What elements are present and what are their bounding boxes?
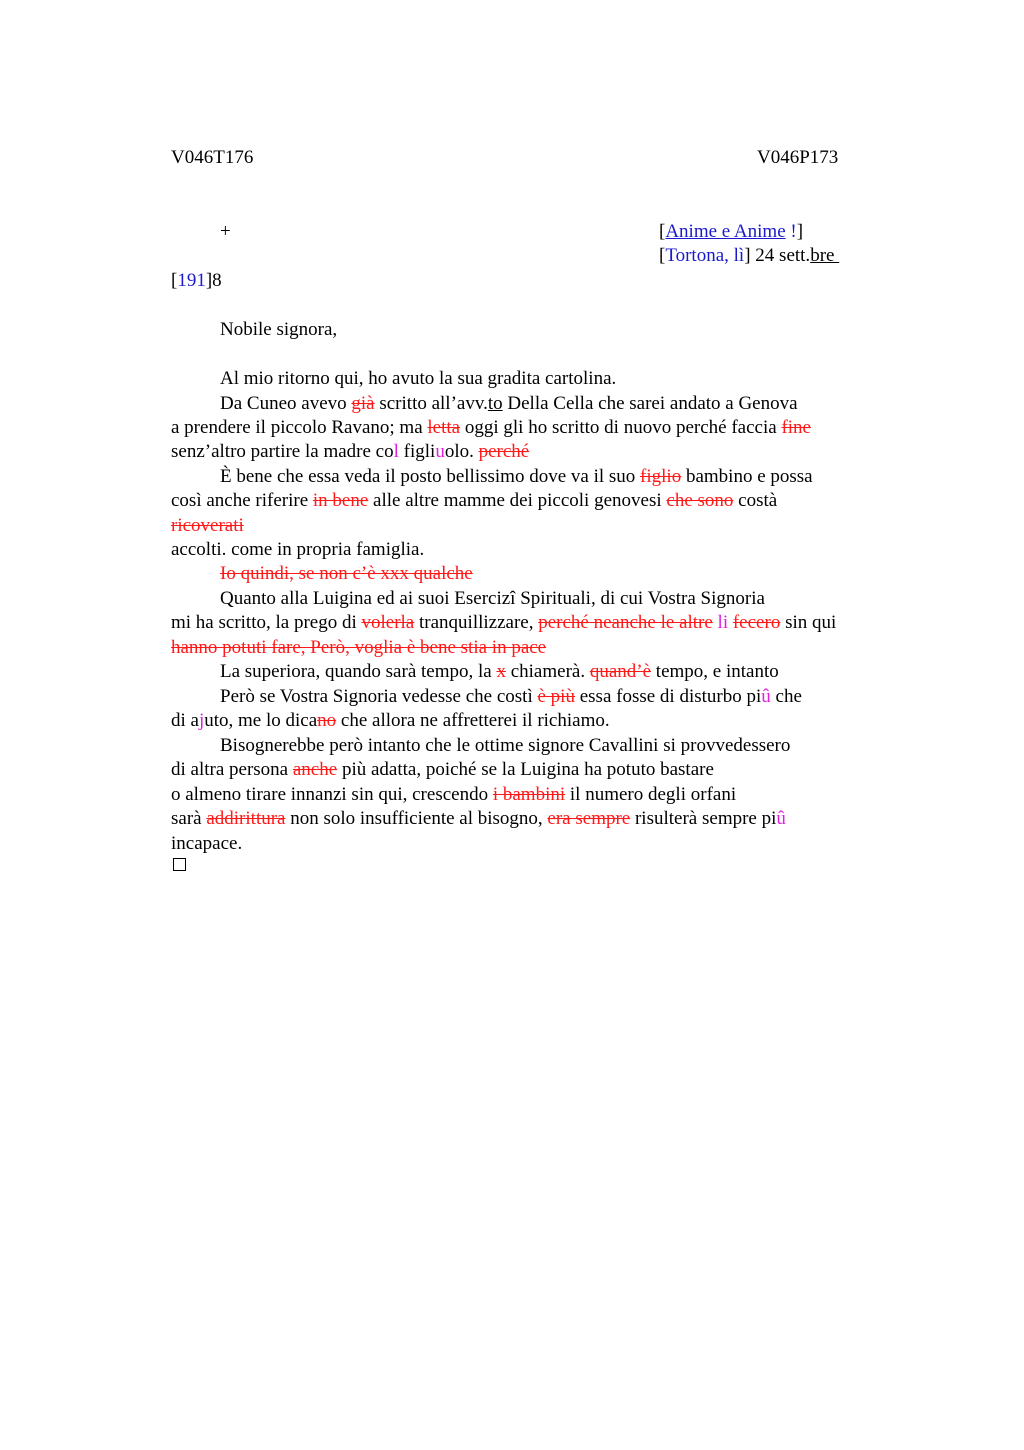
text: che allora ne affretterei il richiamo.	[336, 710, 610, 731]
deleted-text: volerla	[361, 612, 415, 633]
text: più adatta, poiché se la Luigina ha potuto bastare	[337, 759, 714, 780]
end-box-icon	[173, 858, 186, 871]
deleted-text: figlio	[640, 466, 682, 487]
text: o almeno tirare innanzi sin qui, crescendo	[171, 784, 493, 805]
text-line	[171, 783, 736, 807]
deleted-text: che sono	[666, 490, 734, 511]
salutation: Nobile signora,	[220, 319, 338, 340]
text: Però se Vostra Signoria vedesse che costì	[220, 686, 538, 707]
bracket: ]	[744, 245, 751, 266]
text: bambino e possa	[681, 466, 813, 487]
text-line	[220, 734, 790, 758]
text: sarà	[171, 808, 207, 829]
text: uto, me lo dica	[204, 710, 318, 731]
text: a prendere il piccolo Ravano; ma	[171, 417, 428, 438]
text-line	[171, 489, 777, 513]
text: costà	[733, 490, 778, 511]
deleted-text: perché	[478, 441, 530, 462]
inserted-letter: û	[776, 808, 786, 829]
text: non solo insufficiente al bisogno,	[285, 808, 548, 829]
date-text: 24 sett.	[750, 245, 811, 266]
inserted-letter: j	[198, 710, 205, 731]
text-line	[171, 807, 786, 831]
text: risulterà sempre pi	[630, 808, 777, 829]
title-exclamation: !	[785, 221, 797, 242]
deleted-text: addirittura	[206, 808, 286, 829]
deleted-text: è più	[537, 686, 575, 707]
text: incapace.	[171, 833, 243, 854]
text-line	[171, 538, 424, 562]
deleted-text: x	[496, 661, 506, 682]
text: mi ha scritto, la prego di	[171, 612, 362, 633]
inserted-letter: l	[393, 441, 399, 462]
deleted-text: hanno potuti fare, Però, voglia è bene stia in pace	[171, 637, 547, 658]
text: olo.	[444, 441, 479, 462]
title-link[interactable]: Anime e Anime	[665, 221, 786, 242]
text-line	[220, 392, 798, 416]
header-right-code: V046P173	[757, 147, 839, 168]
text-line	[220, 465, 813, 489]
text-line	[171, 440, 529, 464]
text: scritto all’avv.	[374, 393, 488, 414]
text: senz’altro partire la madre co	[171, 441, 394, 462]
deleted-text: i bambini	[492, 784, 566, 805]
superscript-abbrev: to	[487, 393, 503, 414]
text: chiamerà.	[505, 661, 590, 682]
text: La superiora, quando sarà tempo, la	[220, 661, 497, 682]
bracket: [	[659, 221, 666, 242]
deleted-text: perché neanche le altre	[538, 612, 713, 633]
text: il numero degli orfani	[565, 784, 737, 805]
text: Spirituali, di cui Vostra Signoria	[515, 588, 765, 609]
letter-title	[659, 220, 803, 244]
text: accolti. come in propria famiglia.	[171, 539, 425, 560]
text: di a	[171, 710, 199, 731]
year	[171, 269, 222, 293]
year-rest: ]8	[205, 270, 222, 291]
deleted-text: era sempre	[547, 808, 631, 829]
text-line	[171, 636, 546, 660]
deleted-text: fecero	[732, 612, 781, 633]
text: tranquillizzare,	[414, 612, 539, 633]
header-left-code: V046T176	[171, 147, 254, 168]
deleted-text: in bene	[312, 490, 369, 511]
text-line	[171, 514, 244, 538]
text-line	[220, 587, 765, 611]
place-date	[659, 244, 839, 268]
text: sin qui	[780, 612, 837, 633]
text-line	[171, 832, 242, 856]
bracket: [	[659, 245, 666, 266]
deleted-text: Io quindi, se non c’è xxx qualche	[220, 563, 473, 584]
text-line	[220, 660, 779, 684]
text: Da Cuneo avevo	[220, 393, 352, 414]
text: che	[770, 686, 802, 707]
text: oggi gli ho scritto di nuovo perché faccia	[460, 417, 782, 438]
bracket: ]	[796, 221, 804, 242]
text-line	[220, 562, 473, 586]
text: Al mio ritorno qui, ho avuto la sua gradita cartolina.	[220, 368, 617, 389]
text: figli	[398, 441, 436, 462]
bracket: [	[171, 270, 178, 291]
text: È bene che essa veda il posto bellissimo dove va il suo	[220, 466, 641, 487]
deleted-text: no	[317, 710, 337, 731]
deleted-text: quand’è	[589, 661, 652, 682]
text-line	[171, 758, 714, 782]
text-line	[171, 709, 610, 733]
inserted-letter: u	[435, 441, 445, 462]
deleted-text: letta	[427, 417, 461, 438]
text-line	[220, 685, 802, 709]
text: essa fosse di disturbo pi	[574, 686, 762, 707]
text: Quanto alla Luigina ed ai suoi Esercizi	[220, 588, 516, 609]
deleted-text: ricoverati	[171, 515, 244, 536]
text-line	[171, 416, 811, 440]
text: così anche riferire	[171, 490, 313, 511]
deleted-text: già	[351, 393, 375, 414]
text: Della Cella che sarei andato a Genova	[502, 393, 798, 414]
text-line	[220, 367, 616, 391]
text-line	[171, 611, 836, 635]
text: tempo, e intanto	[651, 661, 779, 682]
inserted-letter: û	[761, 686, 771, 707]
deleted-text: anche	[292, 759, 338, 780]
deleted-text: fine	[781, 417, 811, 438]
date-month-abbrev: bre	[810, 245, 840, 266]
place-name: Tortona, lì	[665, 245, 745, 266]
year-part: 191	[177, 270, 206, 291]
text: alle altre mamme dei piccoli genovesi	[368, 490, 667, 511]
text: di altra persona	[171, 759, 293, 780]
cross-mark: +	[220, 221, 231, 242]
inserted-text: li	[712, 612, 733, 633]
text: Bisognerebbe però intanto che le ottime signore Cavallini si provvedessero	[220, 735, 791, 756]
